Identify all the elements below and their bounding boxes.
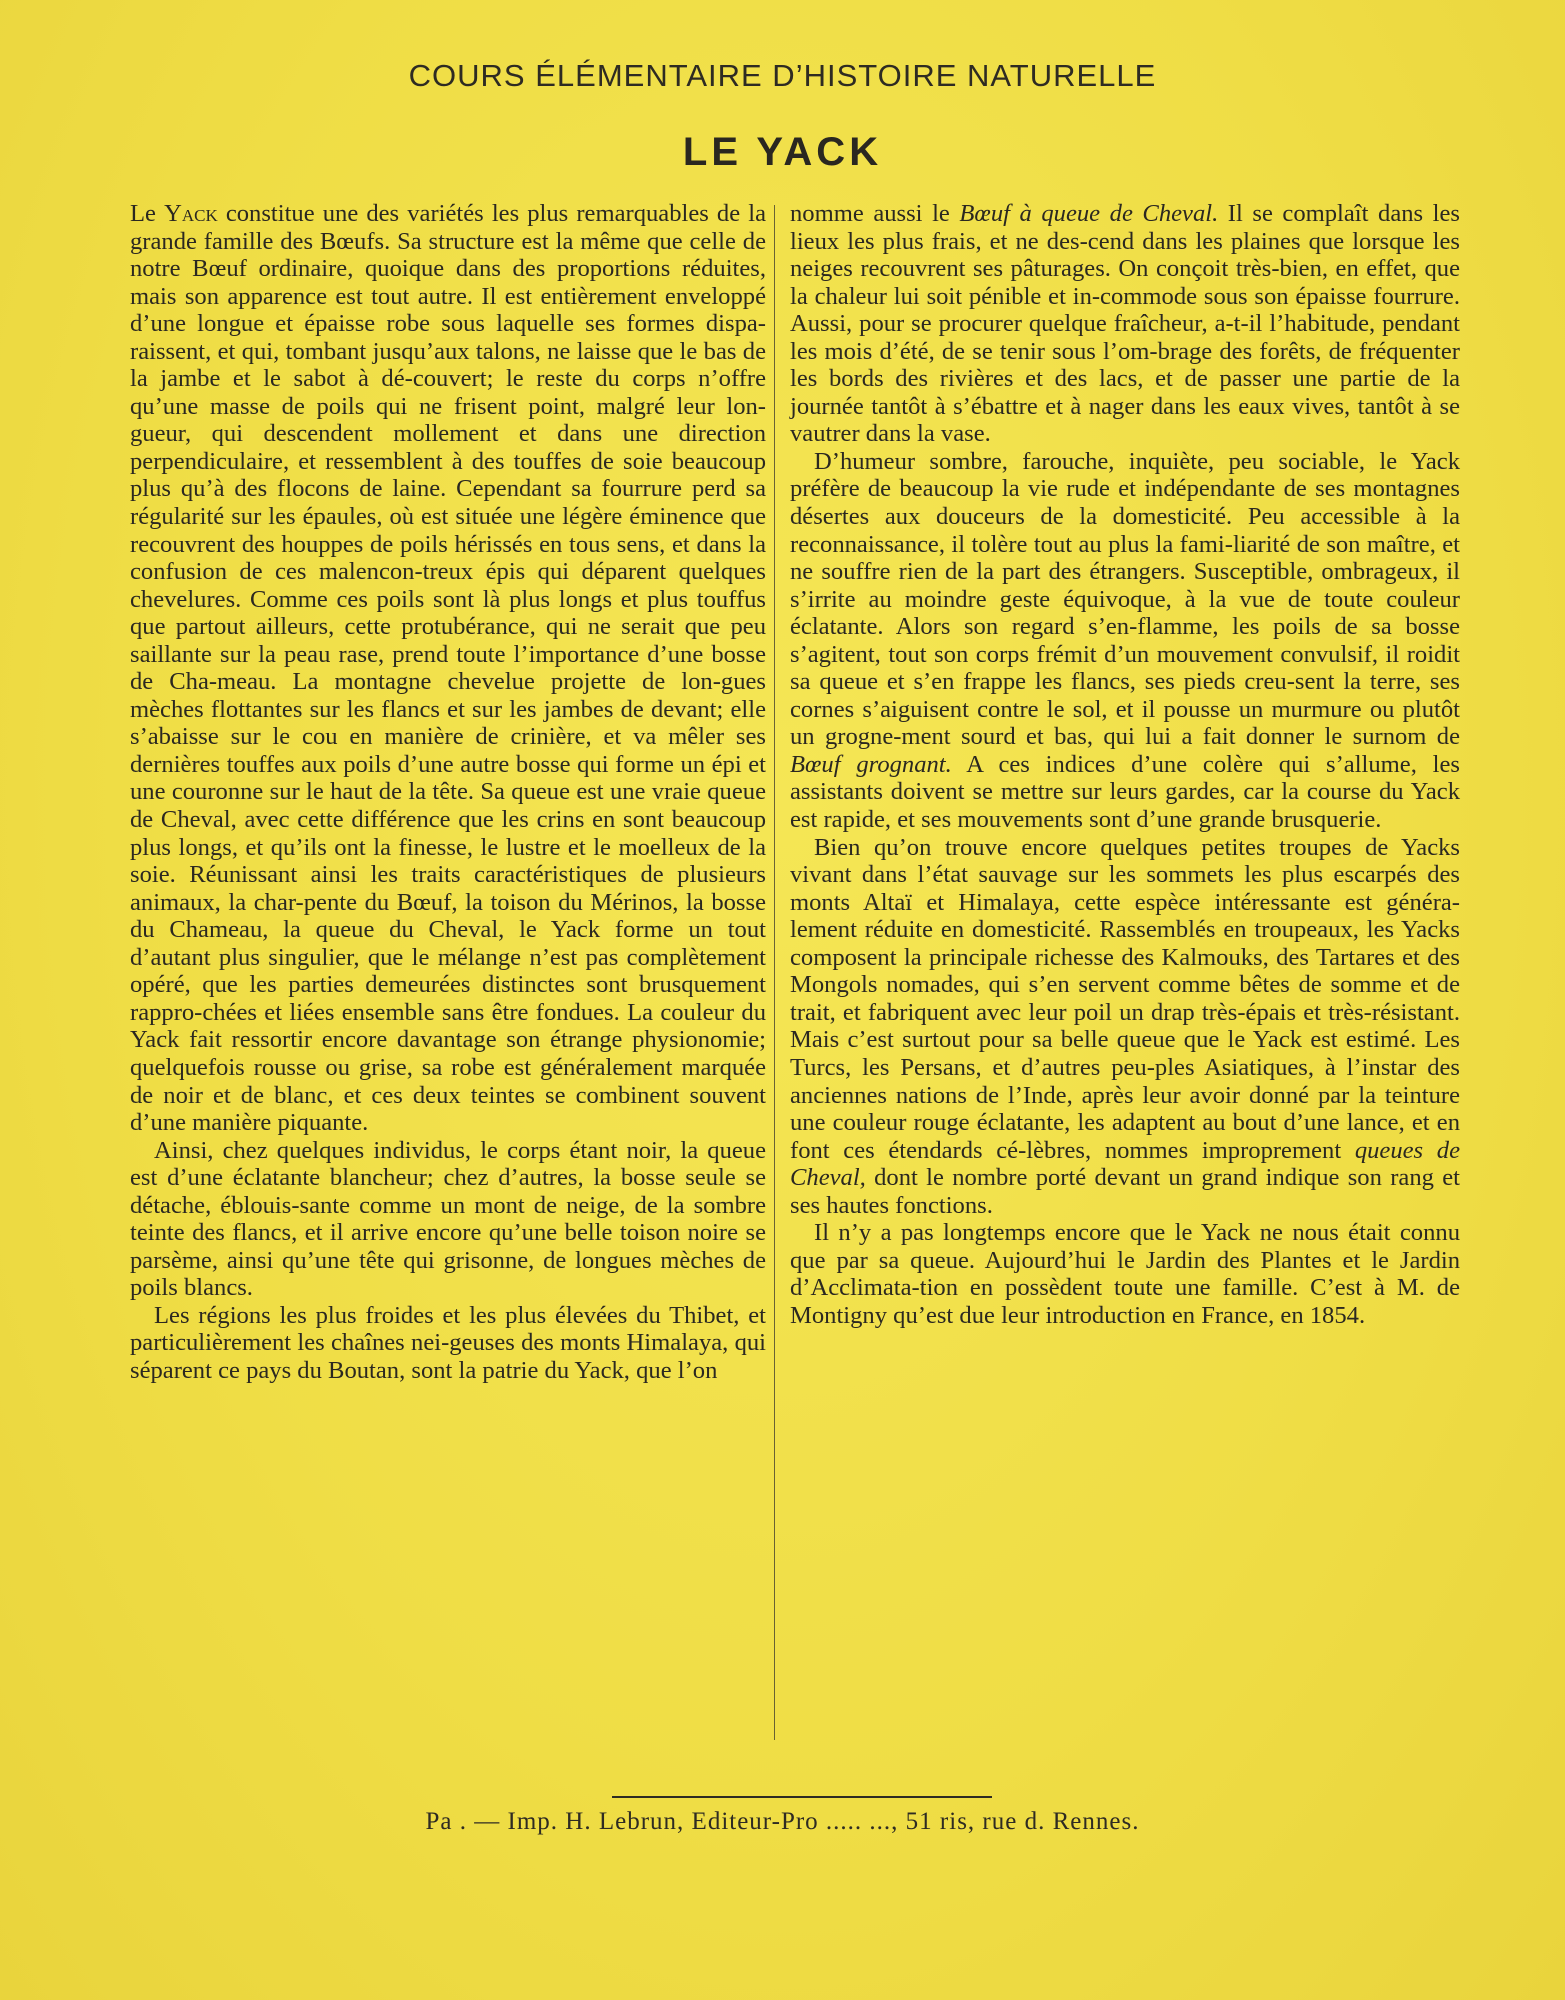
- paragraph: D’humeur sombre, farouche, inquiète, peu sociable, le Yack préfère de beaucoup la vie rude et indépendante de ses montagnes désertes aux douceurs de la domesticité. Peu accessible à la reconnaissance, il tolère tout au plus la fami-liarité de son maître, et ne souffre rien de la part des étrangers. Susceptible, ombrageux, il s’irrite au moindre geste équivoque, à la vue de toute couleur éclatante. Alors son regard s’en-flamme, les poils de sa bosse s’agitent, tout son corps frémit d’un mouvement convulsif, il roidit sa queue et s’en frappe les flancs, ses pieds creu-sent la terre, ses cornes s’aiguisent contre le sol, et il pousse un murmure ou plutôt un grogne-ment sourd et bas, qui lui a fait donner le surnom de Bœuf grognant. A ces indices d’une colère qui s’allume, les assistants doivent se mettre sur leurs gardes, car la course du Yack est rapide, et ses mouvements sont d’une grande brusquerie.: [790, 447, 1460, 834]
- left-column: [130, 200, 766, 1385]
- paragraph: Le Yack constitue une des variétés les plus remarquables de la grande famille des Bœufs. Sa structure est la même que celle de notre Bœuf ordinaire, quoique dans des proportions réduites, mais son apparence est tout autre. Il est entièrement enveloppé d’une longue et épaisse robe sous laquelle ses formes dispa-raissent, et qui, tombant jusqu’aux talons, ne laisse que le bas de la jambe et le sabot à dé-couvert; le reste du corps n’offre qu’une masse de poils qui ne frisent point, malgré leur lon-gueur, qui descendent mollement et dans une direction perpendiculaire, et ressemblent à des touffes de soie beaucoup plus qu’à des flocons de laine. Cependant sa fourrure perd sa régularité sur les épaules, où est située une légère éminence que recouvrent des houppes de poils hérissés en tous sens, et dans la confusion de ces malencon-treux épis qui déparent quelques chevelures. Comme ces poils sont là plus longs et plus touffus que partout ailleurs, cette protubérance, qui ne serait que peu saillante sur la peau rase, prend toute l’importance d’une bosse de Cha-meau. La montagne chevelue projette de lon-gues mèches flottantes sur les flancs et sur les jambes de devant; elle s’abaisse sur le cou en manière de crinière, et va mêler ses dernières touffes aux poils d’une autre bosse qui forme un épi et une couronne sur le haut de la tête. Sa queue est une vraie queue de Cheval, avec cette différence que les crins en sont beaucoup plus longs, et qu’ils ont la finesse, le lustre et le moelleux de la soie. Réunissant ainsi les traits caractéristiques de plusieurs animaux, la char-pente du Bœuf, la toison du Mérinos, la bosse du Chameau, la queue du Cheval, le Yack forme un tout d’autant plus singulier, que le mélange n’est pas complètement opéré, que les parties demeurées distinctes sont brusquement rappro-chées et liées ensemble sans être fondues. La couleur du Yack fait ressortir encore davantage son étrange physionomie; quelquefois rousse ou grise, sa robe est généralement marquée de noir et de blanc, et ces deux teintes se combinent souvent d’une manière piquante.: [130, 200, 767, 1137]
- printer-imprint: Pa . — Imp. H. Lebrun, Editeur-Pro ..... ..., 51 ris, rue d. Rennes.: [425, 1808, 1140, 1835]
- paragraph: Les régions les plus froides et les plus élevées du Thibet, et particulièrement les chaînes nei-geuses des monts Himalaya, qui séparent ce pays du Boutan, sont la patrie du Yack, que l’on: [130, 1301, 766, 1384]
- paragraph: nomme aussi le Bœuf à queue de Cheval. Il se complaît dans les lieux les plus frais, et ne des-cend dans les plaines que lorsque les neiges recouvrent ses pâturages. On conçoit très-bien, en effet, que la chaleur lui soit pénible et in-commode sous son épaisse fourrure. Aussi, pour se procurer quelque fraîcheur, a-t-il l’habitude, pendant les mois d’été, de se tenir sous l’om-brage des forêts, de fréquenter les bords des rivières et des lacs, et de passer une partie de la journée tantôt à s’ébattre et à nager dans les eaux vives, tantôt à se vautrer dans la vase.: [790, 200, 1460, 448]
- paragraph: Ainsi, chez quelques individus, le corps étant noir, la queue est d’une éclatante blancheur; chez d’autres, la bosse seule se détache, éblouis-sante comme un mont de neige, de la sombre teinte des flancs, et il arrive encore qu’une belle toison noire se parsème, ainsi qu’une tête qui grisonne, de longues mèches de poils blancs.: [130, 1136, 766, 1302]
- paragraph: Il n’y a pas longtemps encore que le Yack ne nous était connu que par sa queue. Aujourd’hui le Jardin des Plantes et le Jardin d’Acclimata-tion en possèdent toute une famille. C’est à M. de Montigny qu’est due leur introduction en France, en 1854.: [790, 1219, 1460, 1329]
- paragraph: Bien qu’on trouve encore quelques petites troupes de Yacks vivant dans l’état sauvage sur les sommets les plus escarpés des monts Altaï et Himalaya, cette espèce intéressante est généra-lement réduite en domesticité. Rassemblés en troupeaux, les Yacks composent la principale richesse des Kalmouks, des Tartares et des Mongols nomades, qui s’en servent comme bêtes de somme et de trait, et fabriquent avec leur poil un drap très-épais et très-résistant. Mais c’est surtout pour sa belle queue que le Yack est estimé. Les Turcs, les Persans, et d’autres peu-ples Asiatiques, à l’instar des anciennes nations de l’Inde, après leur avoir donné par la teinture une couleur rouge éclatante, les adaptent au bout d’une lance, et en font ces étendards cé-lèbres, nommes improprement queues de Cheval, dont le nombre porté devant un grand indique son rang et ses hautes fonctions.: [790, 833, 1461, 1219]
- page-title: LE YACK: [682, 130, 883, 174]
- column-divider: [774, 205, 775, 1740]
- right-column: [790, 200, 1460, 1329]
- footer-rule: [612, 1796, 992, 1798]
- series-header: COURS ÉLÉMENTAIRE D’HISTOIRE NATURELLE: [408, 58, 1157, 93]
